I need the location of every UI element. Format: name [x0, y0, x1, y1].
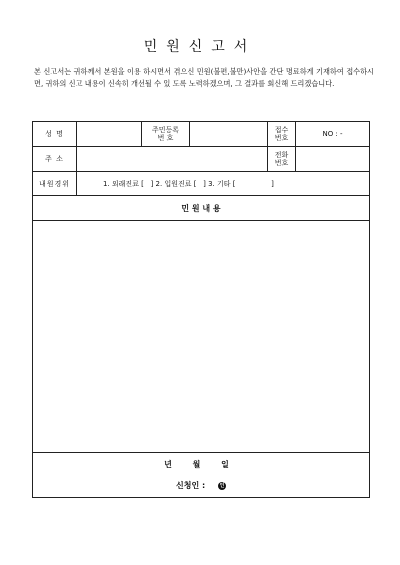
name-field[interactable]	[77, 122, 142, 147]
name-label: 성 명	[33, 122, 77, 147]
row-content	[33, 221, 370, 453]
rrn-label	[142, 122, 190, 147]
date-line: 년 월 일	[164, 460, 238, 469]
rrn-field[interactable]	[190, 122, 268, 147]
phone-label-line2: 번호	[274, 159, 289, 167]
applicant-line	[35, 480, 367, 491]
content-field[interactable]	[33, 221, 370, 453]
receipt-label-line2: 번호	[274, 134, 289, 142]
document-title: 민원신고서	[143, 39, 257, 55]
row-address	[33, 147, 370, 172]
seal-icon: 인	[219, 482, 225, 489]
intro-text: 본 신고서는 귀하께서 본원을 이용 하시면서 겪으신 민원(불편,불만)사안을 간단 명료하게 기재하여 접수하시면, 귀하의 신고 내용이 신속히 개선될 수 있 도록 노력하겠으며, 그 결과를 회신해 드리겠습니다.	[34, 67, 374, 88]
phone-label	[268, 147, 296, 172]
visit-options[interactable]: 1. 외래진료 [ ] 2. 입원진료 [ ] 3. 기타 [ ]	[77, 172, 370, 196]
complaint-form	[32, 121, 370, 498]
applicant-label: 신청인 :	[176, 481, 206, 490]
row-name	[33, 122, 370, 147]
content-header: 민 원 내 용	[33, 196, 370, 221]
receipt-label-line1: 접수	[274, 126, 289, 134]
receipt-label	[268, 122, 296, 147]
phone-label-line1: 전화	[274, 151, 289, 159]
rrn-label-line1: 주민등록	[151, 126, 180, 134]
footer-cell	[33, 453, 370, 498]
phone-field[interactable]	[296, 147, 370, 172]
address-field[interactable]	[77, 147, 268, 172]
visit-label: 내원경위	[33, 172, 77, 196]
receipt-number: NO : -	[296, 122, 370, 147]
row-footer	[33, 453, 370, 498]
address-label: 주 소	[33, 147, 77, 172]
rrn-label-line2: 번 호	[157, 134, 174, 142]
row-content-header	[33, 196, 370, 221]
row-visit	[33, 172, 370, 196]
